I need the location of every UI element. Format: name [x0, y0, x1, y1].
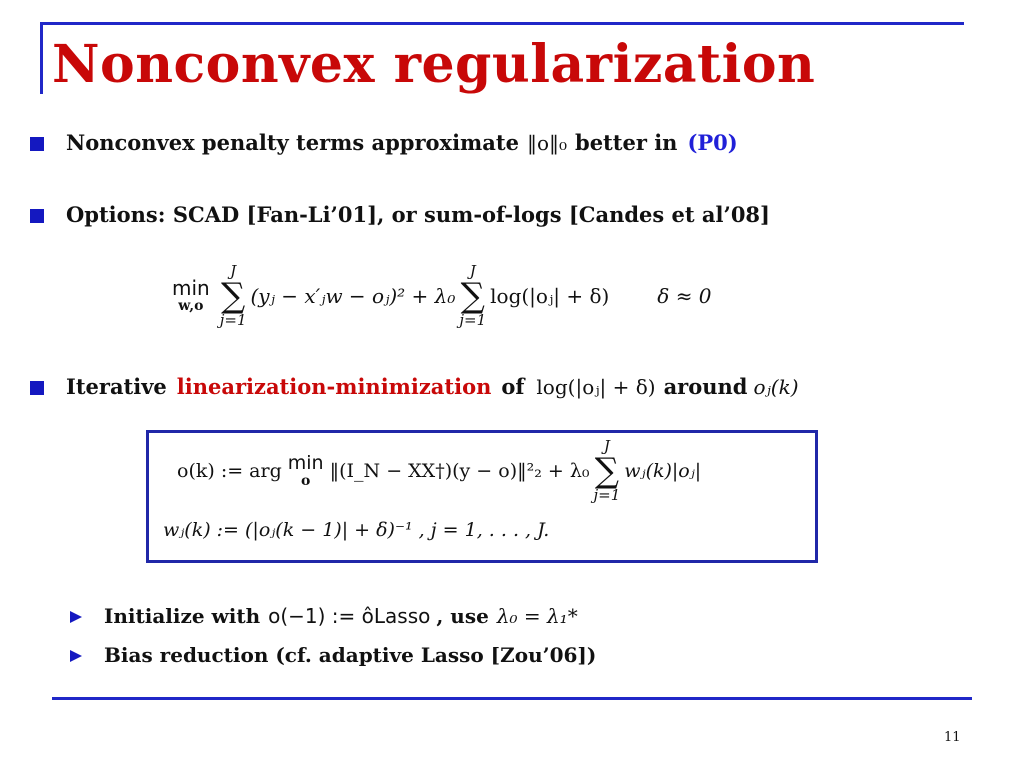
bullet-3: [30, 374, 799, 399]
bullet-1-text: Nonconvex penalty terms approximate: [66, 130, 519, 155]
bullet-3-text3: around: [663, 374, 748, 399]
arrow-bullet-icon: [70, 611, 82, 623]
subbullet-1: [70, 604, 578, 628]
bullet-1: [30, 130, 738, 155]
box-line-2: wⱼ(k) := (|oⱼ(k − 1)| + δ)⁻¹ , j = 1, . . . , J.: [163, 519, 550, 541]
box-line-1-lhs: o(k) := arg: [177, 460, 282, 482]
subbullet-2: [70, 643, 596, 667]
frame-bottom-rule: [52, 697, 972, 700]
arrow-bullet-icon: [70, 650, 82, 662]
box-line-1-min: min o: [287, 451, 324, 489]
bullet-1-text2: better in: [575, 130, 678, 155]
formula-side-condition: δ ≈ 0: [657, 284, 712, 308]
box-line-1-tail: wⱼ(k)|oⱼ|: [624, 460, 702, 482]
frame-left-rule: [40, 22, 43, 94]
subbullet-1-math2: λ₀ = λ₁*: [496, 604, 578, 628]
formula-min: min w,o: [172, 276, 210, 315]
subbullet-1-math: o(−1) := ôLasso: [268, 604, 431, 628]
formula-term-1: (yⱼ − x′ⱼw − oⱼ)² + λ₀: [250, 284, 456, 308]
formula-term-2: log(|oⱼ| + δ): [490, 284, 610, 308]
formula-sum-2: J ∑ j=1: [459, 262, 487, 329]
page-number: 11: [944, 730, 961, 745]
bullet-2-text: Options: SCAD [Fan-Li’01], or sum-of-logs [Candes et al’08]: [66, 202, 770, 227]
bullet-2: [30, 202, 770, 227]
subbullet-1-text: Initialize with: [104, 604, 261, 628]
box-line-1: [177, 439, 701, 503]
sum-of-logs-formula: [172, 252, 872, 340]
subbullet-1-text2: , use: [436, 604, 489, 628]
slide-title: Nonconvex regularization: [52, 34, 816, 95]
box-line-1-sum: J ∑ j=1: [593, 437, 621, 504]
bullet-1-highlight: (P0): [687, 130, 738, 155]
square-bullet-icon: [30, 209, 44, 223]
box-line-1-body: ‖(I_N − XX†)(y − o)‖²₂ + λ₀: [329, 460, 590, 482]
bullet-3-text: Iterative: [66, 374, 167, 399]
bullet-3-text2: of: [501, 374, 525, 399]
bullet-1-math: ‖o‖₀: [526, 131, 568, 155]
frame-top-rule: [40, 22, 964, 25]
bullet-3-math: log(|oⱼ| + δ): [536, 375, 656, 399]
subbullet-2-text: Bias reduction (cf. adaptive Lasso [Zou’06]): [104, 643, 597, 667]
bullet-3-math2: oⱼ(k): [753, 375, 799, 399]
square-bullet-icon: [30, 381, 44, 395]
bullet-3-highlight: linearization-minimization: [176, 374, 492, 399]
square-bullet-icon: [30, 137, 44, 151]
formula-sum-1: J ∑ j=1: [219, 262, 247, 329]
iteration-box: [146, 430, 818, 563]
